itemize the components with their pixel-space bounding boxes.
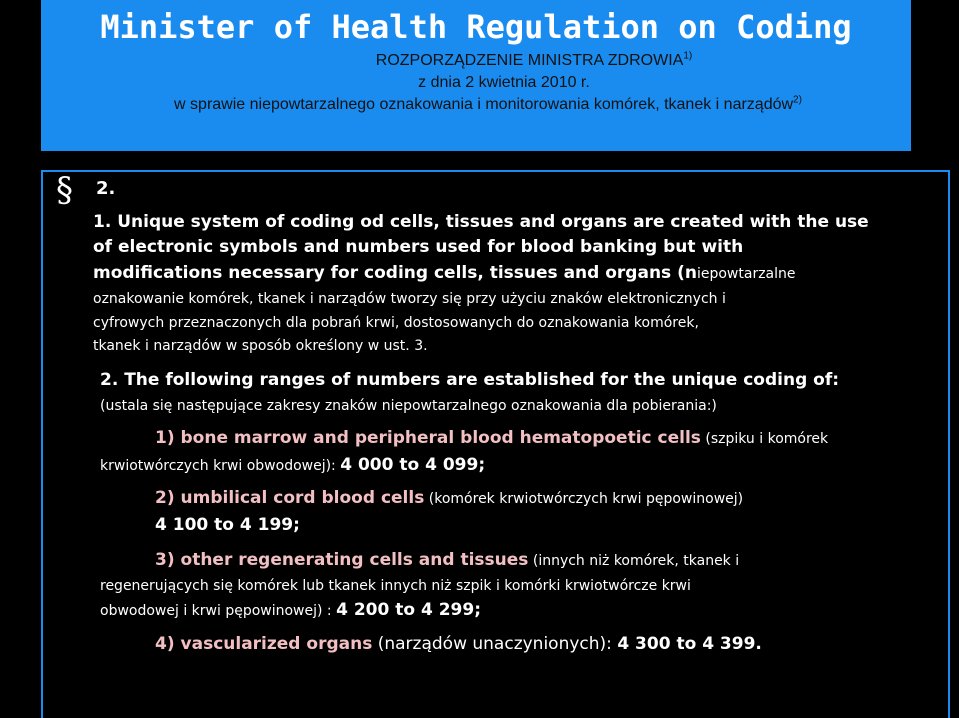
regulation-subject-text: w sprawie niepowtarzalnego oznakowania i monitorowania komórek, tkanek i narządów: [174, 96, 794, 113]
item4-range: 4 300 to 4 399.: [617, 634, 762, 654]
item4-polish: (narządów unaczynionych):: [372, 634, 618, 654]
section-symbol-icon: §: [56, 170, 73, 210]
footnote-ref-1: 1): [683, 50, 693, 62]
item3-line1: [155, 548, 739, 574]
para1-line5: cyfrowych przeznaczonych dla pobrań krwi, dostosowanych do oznakowania komórek,: [93, 315, 699, 331]
para1-line6: tkanek i narządów w sposób określony w ust. 3.: [93, 338, 428, 354]
item1-line2: [100, 453, 485, 479]
regulation-subject: [41, 95, 911, 115]
item4-line1: [155, 632, 762, 657]
item3-line2: regenerujących się komórek lub tkanek innych niż szpik i komórki krwiotwórcze krwi: [100, 578, 691, 594]
item3-polish-cont: obwodowej i krwi pępowinowej) :: [100, 603, 337, 619]
item2-title: 2) umbilical cord blood cells: [155, 488, 425, 508]
regulation-name-text: ROZPORZĄDZENIE MINISTRA ZDROWIA: [375, 52, 684, 69]
para1-line3-polish: iepowtarzalne: [696, 266, 796, 282]
item4-title: 4) vascularized organs: [155, 634, 373, 654]
item1-title: 1) bone marrow and peripheral blood hematopoetic cells: [155, 428, 701, 448]
para1-line3-english: modifications necessary for coding cells, tissues and organs (n: [93, 263, 697, 283]
item2-range: 4 100 to 4 199;: [155, 515, 300, 535]
regulation-date: z dnia 2 kwietnia 2010 r.: [418, 74, 590, 91]
item3-range: 4 200 to 4 299;: [336, 600, 482, 620]
item3-title: 3) other regenerating cells and tissues: [155, 550, 529, 570]
item1-line1: [155, 426, 828, 452]
item1-polish-cont: krwiotwórczych krwi obwodowej):: [100, 458, 336, 474]
section-number: 2.: [96, 178, 116, 199]
para2-line1: 2. The following ranges of numbers are established for the unique coding of:: [100, 370, 840, 390]
page-title: Minister of Health Regulation on Coding: [100, 8, 852, 46]
para1-line1: 1. Unique system of coding od cells, tissues and organs are created with the use: [93, 212, 869, 232]
regulation-name: [41, 51, 911, 71]
para1-line4: oznakowanie komórek, tkanek i narządów tworzy się przy użyciu znaków elektronicznych i: [93, 291, 726, 307]
item3-polish: (innych niż komórek, tkanek i: [528, 553, 740, 569]
para1-line3: [93, 261, 796, 287]
title-banner: [41, 0, 911, 151]
footnote-ref-2: 2): [793, 94, 802, 106]
item2-polish: (komórek krwiotwórczych krwi pępowinowej): [424, 491, 744, 507]
item2-line1: [155, 486, 743, 512]
para1-line2: of electronic symbols and numbers used for blood banking but with: [93, 237, 744, 257]
item3-line3: [100, 598, 481, 624]
para2-line2: (ustala się następujące zakresy znaków niepowtarzalnego oznakowania dla pobierania:): [100, 398, 717, 414]
item1-polish: (szpiku i komórek: [700, 431, 829, 447]
item1-range: 4 000 to 4 099;: [340, 455, 486, 475]
